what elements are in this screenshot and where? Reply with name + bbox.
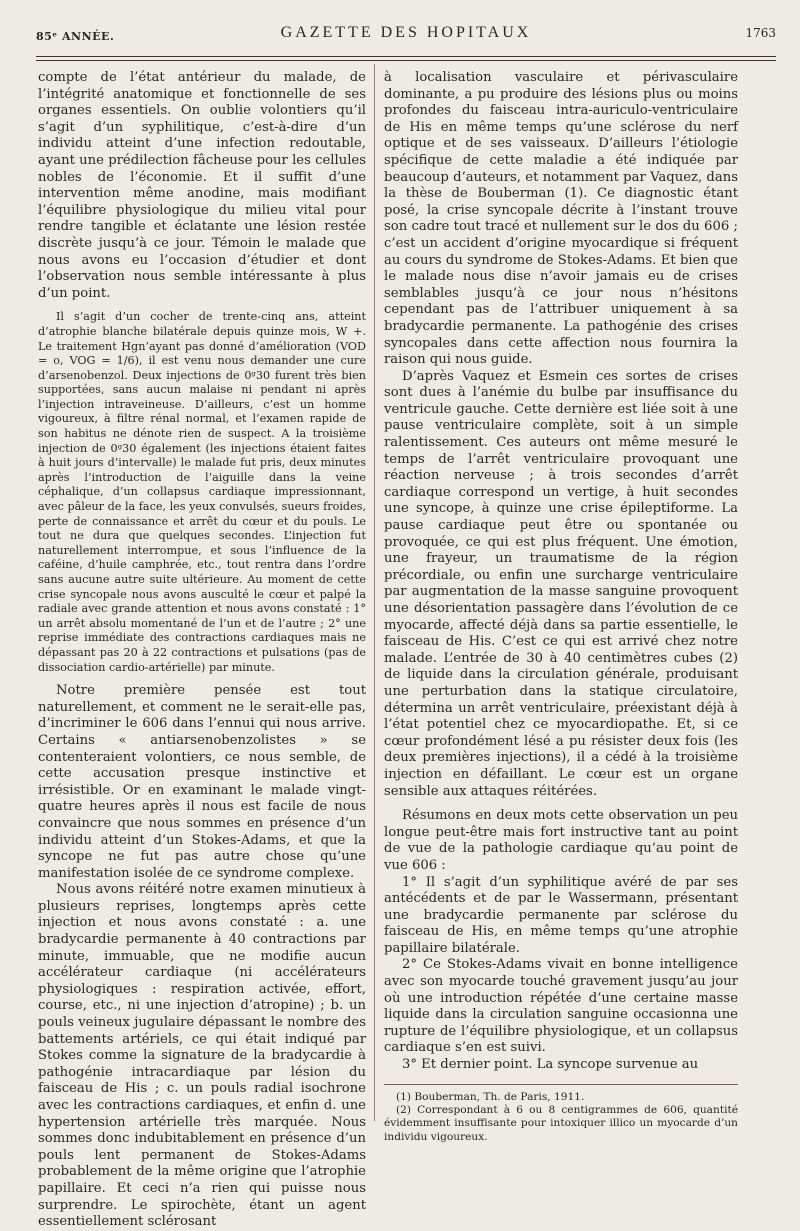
right-column <box>384 70 738 1143</box>
header-rule-top <box>36 56 776 57</box>
column-divider <box>374 64 375 1121</box>
paragraph: compte de l’état antérieur du malade, de l’intégrité anatomique et fonctionnelle de ses organes essentiels. On oublie volontiers qu’il s’agit d’un syphilitique, c’est-à-dire d’un individu atteint d’une infection redoutable, ayant une prédilection fâcheuse pour les cellules nobles de l’économie. Et il suffit d’une intervention même anodine, mais modifiant l’équilibre physiologique du milieu vital pour rendre tangible et éclatante une lésion restée discrète jusqu’à ce jour. Témoin le malade que nous avons eu l’occasion d’étudier et dont l’observation nous semble intéressante à plus d’un point. <box>38 70 366 301</box>
left-column <box>38 70 366 1230</box>
footnote: (2) Correspondant à 6 ou 8 centigrammes de 606, quantité évidemment insuffisante pour intoxiquer illico un myocarde d’un individu vigoureux. <box>384 1104 738 1143</box>
paragraph: à localisation vasculaire et périvasculaire dominante, a pu produire des lésions plus ou moins profondes du faisceau intra-auriculo-ventriculaire de His en même temps qu’une sclérose du nerf optique et de ses vaisseaux. D’ailleurs l’étiologie spécifique de cette maladie a été indiquée par beaucoup d’auteurs, et notamment par Vaquez, dans la thèse de Bouberman (1). Ce diagnostic étant posé, la crise syncopale décrite à l’instant trouve son cadre tout tracé et nullement sur le dos du 606 ; c’est un accident d’origine myocardique si fréquent au cours du syndrome de Stokes-Adams. Et bien que le malade nous dise n’avoir jamais eu de crises semblables jusqu’à ce jour nous n’hésitons cependant pas de l’attribuer uniquement à sa bradycardie permanente. La pathogénie des crises syncopales dans cette affection nous fournira la raison qui nous guide. <box>384 70 738 368</box>
paragraph: 3° Et dernier point. La syncope survenue au <box>402 1057 699 1073</box>
volume-year: 85ᵉ ANNÉE. <box>36 30 115 43</box>
paragraph: 1° Il s’agit d’un syphilitique avéré de par ses antécédents et de par le Wassermann, présentant une bradycardie permanente par sclérose du faisceau de His, en même temps qu’une atrophie papillaire bilatérale. <box>384 874 738 956</box>
paragraph: D’après Vaquez et Esmein ces sortes de crises sont dues à l’anémie du bulbe par insuffisance du ventricule gauche. Cette dernière est liée soit à une pause ventriculaire complète, soit à un simple ralentissement. Ces auteurs ont même mesuré le temps de l’arrêt ventriculaire provoquant une réaction nerveuse ; à trois secondes d’arrêt cardiaque correspond un vertige, à huit secondes une syncope, à quinze une crise épileptiforme. La pause cardiaque peut être ou spontanée ou provoquée, ce qui est plus fréquent. Une émotion, une frayeur, un traumatisme de la région précordiale, ou enfin une surcharge ventriculaire par augmentation de la masse sanguine provoquent une désorientation passagère dans l’évolution de ce myocarde, affecté déjà dans sa partie essentielle, le faisceau de His. C’est ce qui est arrivé chez notre malade. L’entrée de 30 à 40 centimètres cubes (2) de liquide dans la circulation générale, produisant une perturbation dans la statique circulatoire, détermina un arrêt ventriculaire, préexistant déjà à l’état potentiel chez ce myocardiopathe. Et, si ce cœur profondément lésé a pu résister deux fois (les deux premières injections), il a cédé à la troisième injection en défaillant. Le cœur est un organe sensible aux attaques réitérées. <box>384 368 738 799</box>
page-number: 1763 <box>745 26 776 40</box>
observation-text: Il s’agit d’un cocher de trente-cinq ans, atteint d’atrophie blanche bilatérale depuis quinze mois, W +. Le traitement Hgn’ayant pas donné d’amélioration (VOD = o, VOG = 1/6), il est venu nous demander une cure d’arsenobenzol. Deux injections de 0ᵍ30 furent très bien supportées, sans aucun malaise ni pendant ni après l’injection intraveineuse. D’ailleurs, c’est un homme vigoureux, à filtre rénal normal, et l’examen rapide de son habitus ne dénote rien de suspect. A la troisième injection de 0ᵍ30 également (les injections étaient faites à huit jours d’intervalle) le malade fut pris, deux minutes après l’introduction de l’aiguille dans la veine céphalique, d’un collapsus cardiaque impressionnant, avec pâleur de la face, les yeux convulsés, sueurs froides, perte de connaissance et arrêt du cœur et du pouls. Le tout ne dura que quelques secondes. L’injection fut naturellement interrompue, et sous l’influence de la caféine, d’huile camphrée, etc., tout rentra dans l’ordre sans aucune autre suite ultérieure. Au moment de cette crise syncopale nous avons ausculté le cœur et palpé la radiale avec grande attention et nous avons constaté : 1° un arrêt absolu momentané de l’un et de l’autre ; 2° une reprise immédiate des contractions cardiaques mais ne dépassant pas 20 à 22 contractions et pulsations (pas de dissociation cardio-artérielle) par minute. <box>38 310 366 674</box>
page-header <box>36 18 776 52</box>
paragraph: 2° Ce Stokes-Adams vivait en bonne intelligence avec son myocarde touché gravement jusqu’au jour où une introduction répétée d’une certaine masse liquide dans la circulation sanguine occasionna une rupture de l’équilibre physiologique, et un collapsus cardiaque s’en est suivi. <box>384 957 738 1056</box>
footnote-rule <box>384 1084 738 1085</box>
paragraph: Résumons en deux mots cette observation un peu longue peut-être mais fort instructive tant au point de vue de la pathologie cardiaque qu’au point de vue 606 : <box>384 808 738 873</box>
header-rule-bottom <box>36 60 776 61</box>
footnote: (1) Bouberman, Th. de Paris, 1911. <box>396 1090 585 1103</box>
paragraph: Notre première pensée est tout naturellement, et comment ne le serait-elle pas, d’incriminer le 606 dans l’ennui qui nous arrive. Certains « antiarsenobenzolistes » se contenteraient volontiers, ce nous semble, de cette accusation presque instinctive et irrésistible. Or en examinant le malade vingt-quatre heures après il nous est facile de nous convaincre que nous sommes en présence d’un individu atteint d’un Stokes-Adams, et que la syncope ne fut pas autre chose qu’une manifestation isolée de ce syndrome complexe. <box>38 683 366 881</box>
paragraph: Nous avons réitéré notre examen minutieux à plusieurs reprises, longtemps après cette injection et nous avons constaté : a. une bradycardie permanente à 40 contractions par minute, immuable, que ne modifie aucun accélérateur cardiaque (ni accélérateurs physiologiques : respiration activée, effort, course, etc., ni une injection d’atropine) ; b. un pouls veineux jugulaire dépassant le nombre des battements artériels, ce qui était indiqué par Stokes comme la signature de la bradycardie à pathogénie intracardiaque par lésion du faisceau de His ; c. un pouls radial isochrone avec les contractions cardiaques, et enfin d. une hypertension artérielle très marquée. Nous sommes donc indubitablement en présence d’un pouls lent permanent de Stokes-Adams probablement de la même origine que l’atrophie papillaire. Et ceci n’a rien qui puisse nous surprendre. Le spirochète, étant un agent essentiellement sclérosant <box>38 882 366 1230</box>
journal-title: GAZETTE DES HOPITAUX <box>280 24 532 41</box>
